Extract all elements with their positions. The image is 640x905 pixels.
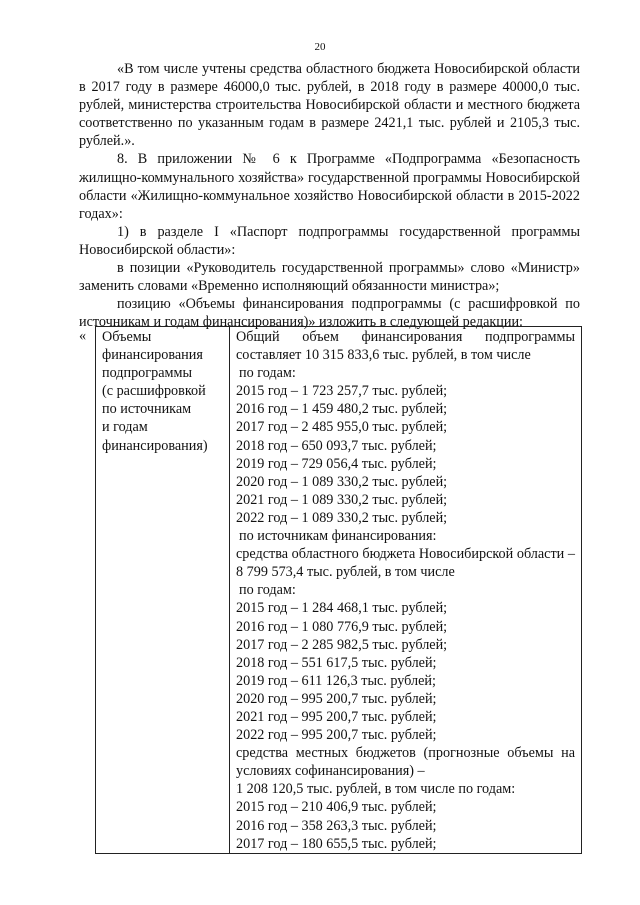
year-line: 2015 год – 1 284 468,1 тыс. рублей; bbox=[236, 600, 448, 617]
total-financing-text: Общий объем финансирования подпрограммы составляет 10 315 833,6 тыс. рублей, в том числе bbox=[236, 329, 575, 364]
by-years-label: по годам: bbox=[239, 365, 296, 382]
left-line: по источникам bbox=[102, 401, 192, 418]
year-line: 2021 год – 1 089 330,2 тыс. рублей; bbox=[236, 491, 448, 508]
year-line: 2015 год – 210 406,9 тыс. рублей; bbox=[236, 799, 437, 816]
document-body bbox=[79, 60, 580, 331]
local-budget-text: средства местных бюджетов (прогнозные объемы на условиях софинансирования) – bbox=[236, 745, 575, 780]
left-line: Объемы bbox=[102, 329, 152, 345]
year-line: 2016 год – 358 263,3 тыс. рублей; bbox=[236, 817, 437, 834]
year-line: 2022 год – 995 200,7 тыс. рублей; bbox=[236, 727, 437, 744]
paragraph-budget-note: «В том числе учтены средства областного бюджета Новосибирской области в 2017 году в размере 46000,0 тыс. рублей, в 2018 году в размере 40000,0 тыс. рублей, министерства строительства Новосибирской области и местного бюджета соответственно по указанным годам в размере 2421,1 тыс. рублей и 2105,3 тыс. рублей.». bbox=[79, 61, 580, 150]
year-line: 2015 год – 1 723 257,7 тыс. рублей; bbox=[236, 383, 448, 400]
by-years-label: по годам: bbox=[239, 582, 296, 599]
left-line: финансирования bbox=[102, 347, 203, 364]
table-row bbox=[96, 327, 582, 854]
year-line: 2020 год – 1 089 330,2 тыс. рублей; bbox=[236, 473, 448, 490]
by-sources-label: по источникам финансирования: bbox=[239, 528, 437, 545]
year-line: 2017 год – 180 655,5 тыс. рублей; bbox=[236, 835, 437, 852]
local-budget-total: 1 208 120,5 тыс. рублей, в том числе по годам: bbox=[236, 781, 516, 798]
opening-quote: « bbox=[79, 328, 87, 344]
paragraph-item-8: 8. В приложении № 6 к Программе «Подпрограмма «Безопасность жилищно-коммунального хозяйства» государственной программы Новосибирской области «Жилищно-коммунальное хозяйство Новосибирской области в 2015-2022 годах»: bbox=[79, 151, 580, 222]
position-name-cell bbox=[96, 327, 230, 854]
paragraph-leader-position: в позиции «Руководитель государственной программы» слово «Министр» заменить словами «Временно исполняющий обязанности министра»; bbox=[79, 260, 580, 295]
left-line: (с расшифровкой bbox=[102, 383, 206, 400]
year-line: 2019 год – 729 056,4 тыс. рублей; bbox=[236, 455, 437, 472]
year-line: 2019 год – 611 126,3 тыс. рублей; bbox=[236, 672, 436, 689]
paragraph-item-1-section: 1) в разделе I «Паспорт подпрограммы государственной программы Новосибирской области»: bbox=[79, 223, 580, 258]
year-line: 2016 год – 1 459 480,2 тыс. рублей; bbox=[236, 401, 448, 418]
year-line: 2018 год – 650 093,7 тыс. рублей; bbox=[236, 437, 437, 454]
year-line: 2016 год – 1 080 776,9 тыс. рублей; bbox=[236, 618, 448, 635]
page-number: 20 bbox=[314, 41, 326, 53]
year-line: 2020 год – 995 200,7 тыс. рублей; bbox=[236, 690, 437, 707]
financing-table bbox=[95, 326, 582, 854]
year-line: 2017 год – 2 485 955,0 тыс. рублей; bbox=[236, 419, 448, 436]
left-line: финансирования) bbox=[102, 437, 208, 454]
financing-details-cell bbox=[230, 327, 582, 854]
left-line: подпрограммы bbox=[102, 365, 192, 382]
year-line: 2017 год – 2 285 982,5 тыс. рублей; bbox=[236, 636, 448, 653]
left-line: и годам bbox=[102, 419, 148, 436]
paragraph-financing-position: позицию «Объемы финансирования подпрограммы (с расшифровкой по источникам и годам финансирования)» изложить в следующей редакции: bbox=[79, 296, 580, 331]
year-line: 2021 год – 995 200,7 тыс. рублей; bbox=[236, 708, 437, 725]
year-line: 2018 год – 551 617,5 тыс. рублей; bbox=[236, 654, 437, 671]
year-line: 2022 год – 1 089 330,2 тыс. рублей; bbox=[236, 509, 448, 526]
regional-budget-text: средства областного бюджета Новосибирской области – 8 799 573,4 тыс. рублей, в том числе bbox=[236, 546, 575, 581]
